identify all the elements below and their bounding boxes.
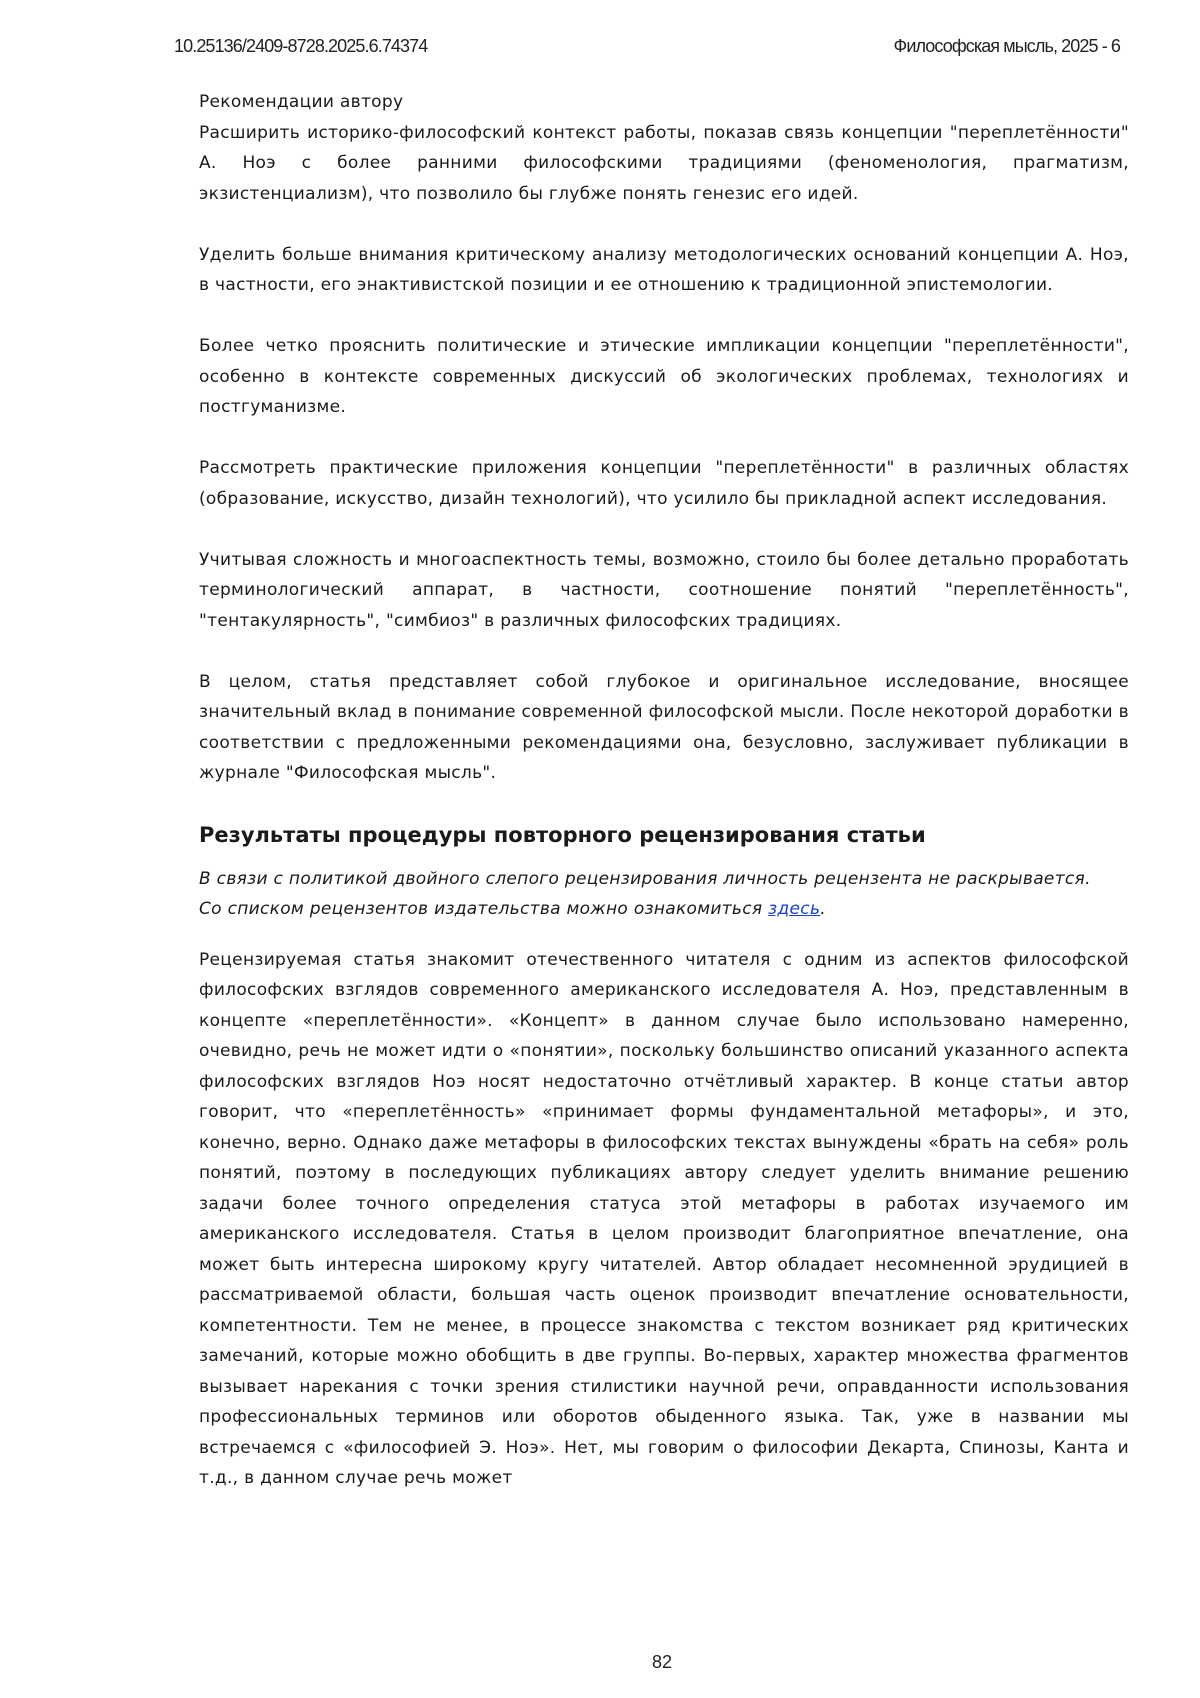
recommendation-item-5: Учитывая сложность и многоаспектность темы, возможно, стоило бы более детально проработать терминологический аппарат, в частности, соотношение понятий "переплетённость", "тентакулярность", "симбиоз" в различных философских традициях. bbox=[199, 545, 1129, 637]
review-body: Рецензируемая статья знакомит отечественного читателя с одним из аспектов философской философских взглядов современного американского исследователя А. Ноэ, представленным в концепте «переплетённости». «Концепт» в данном случае было использовано намеренно, очевидно, речь не может идти о «понятии», поскольку большинство описаний указанного аспекта философских взглядов Ноэ носят недостаточно отчётливый характер. В конце статьи автор говорит, что «переплетённость» «принимает формы фундаментальной метафоры», и это, конечно, верно. Однако даже метафоры в философских текстах вынуждены «брать на себя» роль понятий, поэтому в последующих публикациях автору следует уделить внимание решению задачи более точного определения статуса этой метафоры в работах изучаемого им американского исследователя. Статья в целом производит благоприятное впечатление, она может быть интересна широкому кругу читателей. Автор обладает несомненной эрудицией в рассматриваемой области, большая часть оценок производит впечатление основательности, компетентности. Тем не менее, в процессе знакомства с текстом возникает ряд критических замечаний, которые можно обобщить в две группы. Во-первых, характер множества фрагментов вызывает нарекания с точки зрения стилистики научной речи, оправданности использования профессиональных терминов или оборотов обыденного языка. Так, уже в названии мы встречаемся с «философией Э. Ноэ». Нет, мы говорим о философии Декарта, Спинозы, Канта и т.д., в данном случае речь может bbox=[199, 945, 1129, 1494]
section-heading: Результаты процедуры повторного рецензирования статьи bbox=[199, 820, 1129, 850]
recommendations-title: Рекомендации автору bbox=[199, 87, 1129, 118]
reviewers-note-text: Со списком рецензентов издательства можно ознакомиться bbox=[199, 899, 768, 919]
reviewers-note-end: . bbox=[820, 899, 826, 919]
reviewers-list-link[interactable]: здесь bbox=[768, 899, 820, 919]
recommendation-item-4: Рассмотреть практические приложения концепции "переплетённости" в различных областях (образование, искусство, дизайн технологий), что усилило бы прикладной аспект исследования. bbox=[199, 453, 1129, 514]
doi-header: 10.25136/2409-8728.2025.6.74374 bbox=[174, 36, 427, 57]
recommendations-conclusion: В целом, статья представляет собой глубокое и оригинальное исследование, вносящее значительный вклад в понимание современной философской мысли. После некоторой доработки в соответствии с предложенными рекомендациями она, безусловно, заслуживает публикации в журнале "Философская мысль". bbox=[199, 667, 1129, 789]
recommendation-item-1: Расширить историко-философский контекст работы, показав связь концепции "переплетённости" А. Ноэ с более ранними философскими традициями (феноменология, прагматизм, экзистенциализм), что позволило бы глубже понять генезис его идей. bbox=[199, 118, 1129, 210]
page-content bbox=[199, 87, 1129, 1494]
reviewers-list-note bbox=[199, 894, 1129, 925]
recommendation-item-2: Уделить больше внимания критическому анализу методологических оснований концепции А. Ноэ, в частности, его энактивистской позиции и ее отношению к традиционной эпистемологии. bbox=[199, 240, 1129, 301]
journal-header: Философская мысль, 2025 - 6 bbox=[894, 36, 1120, 57]
page-number: 82 bbox=[0, 1652, 1200, 1673]
anonymity-note: В связи с политикой двойного слепого рецензирования личность рецензента не раскрывается. bbox=[199, 864, 1129, 895]
recommendation-item-3: Более четко прояснить политические и этические импликации концепции "переплетённости", особенно в контексте современных дискуссий об экологических проблемах, технологиях и постгуманизме. bbox=[199, 331, 1129, 423]
